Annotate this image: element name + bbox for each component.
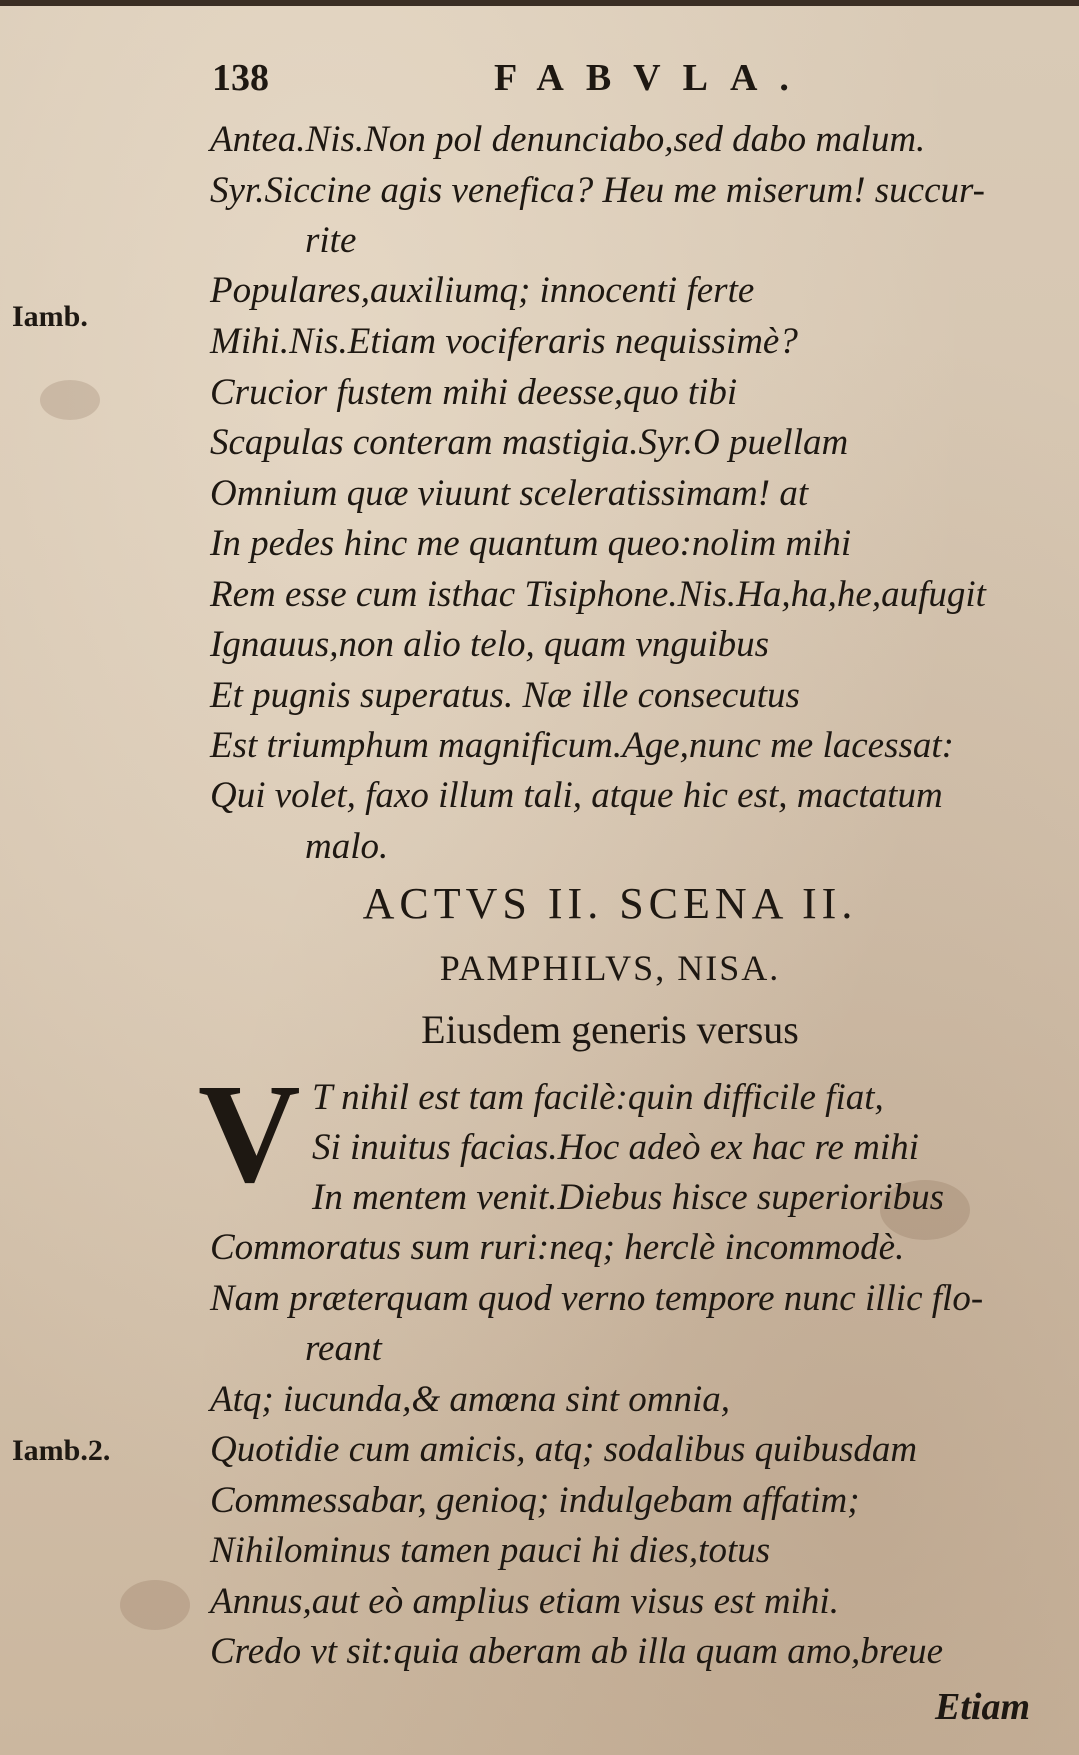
verse-line: Crucior fustem mihi deesse,quo tibi bbox=[210, 372, 738, 413]
verse-line: Commessabar, genioq; indulgebam affatim; bbox=[210, 1480, 860, 1521]
verse-line: Commoratus sum ruri:neq; herclè incommodè. bbox=[210, 1227, 905, 1268]
verse-line: In mentem venit.Diebus hisce superioribus bbox=[312, 1177, 944, 1218]
verse-line: Qui volet, faxo illum tali, atque hic est, mactatum bbox=[210, 775, 943, 816]
scene-heading: ACTVS II. SCENA II. bbox=[362, 879, 858, 928]
verse-line: rite bbox=[305, 220, 357, 261]
verse-line: Nam præterquam quod verno tempore nunc illic flo- bbox=[210, 1278, 984, 1319]
verse-line: Et pugnis superatus. Næ ille consecutus bbox=[210, 675, 800, 716]
catchword: Etiam bbox=[935, 1686, 1031, 1728]
drop-cap: V bbox=[198, 1054, 301, 1212]
verse-line: Ignauus,non alio telo, quam vnguibus bbox=[210, 624, 770, 665]
verse-line: Populares,auxiliumq; innocenti ferte bbox=[210, 270, 755, 311]
margin-note: Iamb.2. bbox=[12, 1434, 111, 1467]
verse-line: T nihil est tam facilè:quin difficile fiat, bbox=[312, 1077, 884, 1118]
verse-line: reant bbox=[305, 1328, 382, 1369]
page-number: 138 bbox=[212, 57, 269, 99]
margin-note: Iamb. bbox=[12, 300, 88, 333]
verse-line: Est triumphum magnificum.Age,nunc me lacessat: bbox=[210, 725, 954, 766]
verse-line: Credo vt sit:quia aberam ab illa quam amo,breue bbox=[210, 1631, 944, 1672]
verse-line: Annus,aut eò amplius etiam visus est mihi. bbox=[210, 1581, 839, 1622]
scene-persons: PAMPHILVS, NISA. bbox=[439, 948, 781, 988]
verse-line: In pedes hinc me quantum queo:nolim mihi bbox=[210, 523, 852, 564]
verse-line: Atq; iucunda,& amœna sint omnia, bbox=[210, 1379, 731, 1420]
page-header bbox=[212, 56, 1032, 102]
running-title: FABVLA. bbox=[494, 57, 811, 99]
verse-line: Syr.Siccine agis venefica? Heu me miserum! succur- bbox=[210, 170, 985, 211]
verse-line: Si inuitus facias.Hoc adeò ex hac re mihi bbox=[312, 1127, 919, 1168]
verse-line: Scapulas conteram mastigia.Syr.O puellam bbox=[210, 422, 849, 463]
verse-line: Quotidie cum amicis, atq; sodalibus quibusdam bbox=[210, 1429, 918, 1470]
meter-note: Eiusdem generis versus bbox=[421, 1007, 799, 1052]
verse-line: Omnium quæ viuunt sceleratissimam! at bbox=[210, 473, 809, 514]
verse-line: Nihilominus tamen pauci hi dies,totus bbox=[210, 1530, 771, 1571]
verse-line: malo. bbox=[305, 826, 389, 867]
verse-line: Mihi.Nis.Etiam vociferaris nequissimè? bbox=[210, 321, 798, 362]
paper-stain bbox=[120, 1580, 190, 1630]
verse-line: Rem esse cum isthac Tisiphone.Nis.Ha,ha,he,aufugit bbox=[210, 574, 986, 615]
page-top-edge bbox=[0, 0, 1079, 6]
verse-line: Antea.Nis.Non pol denunciabo,sed dabo malum. bbox=[210, 119, 926, 160]
paper-stain bbox=[40, 380, 100, 420]
